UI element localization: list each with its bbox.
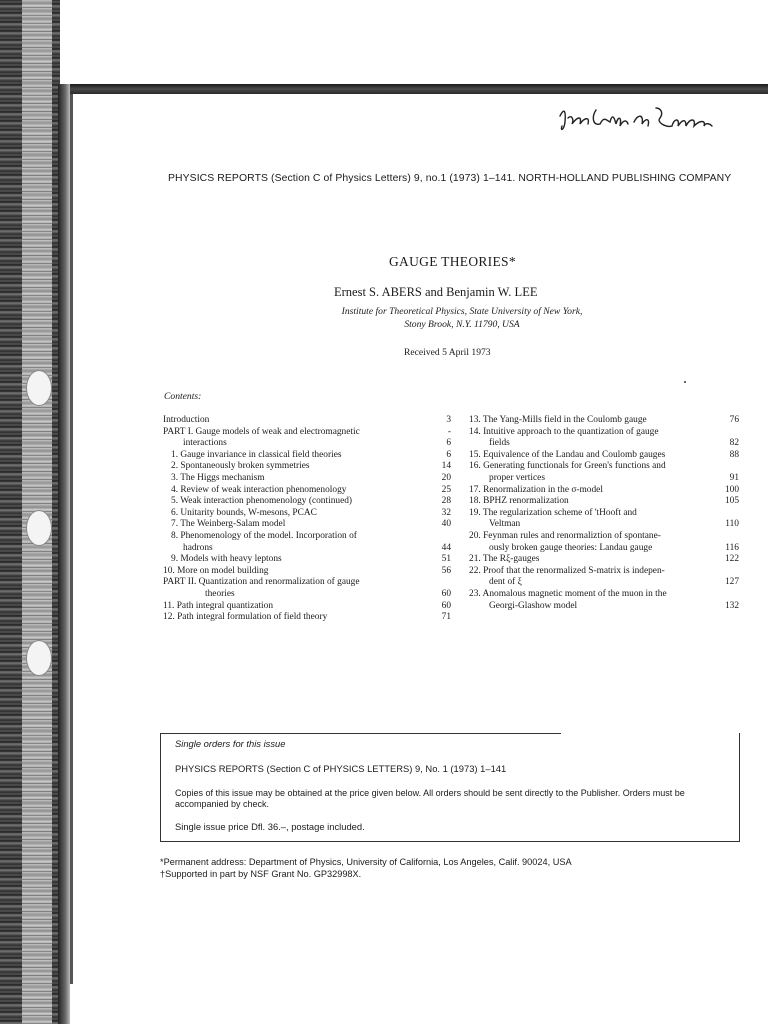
- toc-entry: 18. BPHZ renormalization 105: [469, 496, 739, 507]
- page-top-edge: [58, 84, 768, 94]
- toc-right-column: [469, 415, 739, 612]
- toc-entry: 10. More on model building 56: [163, 565, 451, 576]
- toc-entry: 11. Path integral quantization 60: [163, 600, 451, 611]
- orders-price: Single issue price Dfl. 36.–, postage included.: [175, 821, 365, 832]
- toc-entry: hadrons 44: [183, 542, 451, 553]
- punch-hole: [26, 370, 52, 406]
- box-top-rule: [161, 733, 561, 734]
- toc-entry: 21. The Rξ-gauges 122: [469, 554, 739, 565]
- toc-entry: Veltman 110: [489, 519, 739, 530]
- toc-entry: 13. The Yang-Mills field in the Coulomb gauge 76: [469, 415, 739, 425]
- toc-left-column: [163, 415, 451, 624]
- toc-entry: 5. Weak interaction phenomenology (continued) 28: [171, 496, 451, 507]
- toc-entry: 14. Intuitive approach to the quantization of gauge: [469, 426, 659, 437]
- affiliation-line: Institute for Theoretical Physics, State University of New York,: [341, 306, 583, 317]
- footnote-support: †Supported in part by NSF Grant No. GP32998X.: [160, 868, 362, 879]
- single-orders-box: [160, 733, 740, 842]
- received-date: Received 5 April 1973: [404, 347, 491, 358]
- toc-entry: interactions 6: [183, 438, 451, 449]
- toc-entry: 6. Unitarity bounds, W-mesons, PCAC 32: [171, 507, 451, 518]
- toc-entry: 8. Phenomenology of the model. Incorporation of: [171, 530, 357, 541]
- footnotes: [160, 857, 720, 880]
- toc-entry: 20. Feynman rules and renormaliztion of spontane-: [469, 530, 661, 541]
- toc-entry: 9. Models with heavy leptons 51: [171, 554, 451, 565]
- punch-hole: [26, 640, 52, 676]
- toc-entry: PART II. Quantization and renormalization of gauge: [163, 577, 360, 588]
- toc-entry: 7. The Weinberg-Salam model 40: [171, 519, 451, 530]
- toc-entry: 2. Spontaneously broken symmetries 14: [171, 461, 451, 472]
- page-left-rule: [70, 94, 73, 984]
- toc-entry: theories 60: [205, 588, 451, 599]
- toc-entry: Introduction 3: [163, 415, 451, 425]
- toc-entry: Georgi-Glashow model 132: [489, 600, 739, 611]
- affiliation-line: Stony Brook, N.Y. 11790, USA: [404, 319, 520, 330]
- toc-entry: PART I. Gauge models of weak and electromagnetic -: [163, 426, 451, 437]
- toc-entry: 15. Equivalence of the Landau and Coulomb gauges 88: [469, 449, 739, 460]
- journal-citation: PHYSICS REPORTS (Section C of Physics Letters) 9, no.1 (1973) 1–141. NORTH-HOLLAND PUBLISHING COMPANY: [168, 173, 732, 184]
- toc-entry: 3. The Higgs mechanism 20: [171, 472, 451, 483]
- toc-entry: 22. Proof that the renormalized S-matrix is indepen-: [469, 565, 665, 576]
- toc-entry: proper vertices 91: [489, 472, 739, 483]
- toc-entry: 4. Review of weak interaction phenomenology 25: [171, 484, 451, 495]
- toc-entry: fields 82: [489, 438, 739, 449]
- article-authors: Ernest S. ABERS and Benjamin W. LEE: [334, 285, 538, 299]
- contents-heading: Contents:: [164, 391, 202, 402]
- toc-entry: 17. Renormalization in the σ-model 100: [469, 484, 739, 495]
- toc-entry: dent of ξ 127: [489, 577, 739, 588]
- orders-journal-line: PHYSICS REPORTS (Section C of PHYSICS LETTERS) 9, No. 1 (1973) 1–141: [175, 763, 507, 774]
- toc-entry: 16. Generating functionals for Green's functions and: [469, 461, 666, 472]
- toc-entry: 12. Path integral formulation of field theory 71: [163, 612, 451, 623]
- scan-speck: [684, 381, 686, 383]
- handwritten-signature: [556, 102, 716, 136]
- orders-label: Single orders for this issue: [175, 738, 286, 749]
- punch-hole: [26, 510, 52, 546]
- article-title: GAUGE THEORIES*: [389, 254, 516, 269]
- orders-copies-text: Copies of this issue may be obtained at the price given below. All orders should be sent directly to the Publisher. Orders must be accompanied by check.: [175, 788, 685, 809]
- toc-entry: 1. Gauge invariance in classical field theories 6: [171, 449, 451, 460]
- author-affiliation: [312, 305, 612, 331]
- page-left-edge: [58, 84, 70, 1024]
- toc-entry: ously broken gauge theories: Landau gauge 116: [489, 542, 739, 553]
- toc-entry: 19. The regularization scheme of 'tHooft and: [469, 507, 637, 518]
- footnote-permanent-address: *Permanent address: Department of Physics, University of California, Los Angeles, Calif. 90024, USA: [160, 857, 572, 867]
- toc-entry: 23. Anomalous magnetic moment of the muon in the: [469, 588, 667, 599]
